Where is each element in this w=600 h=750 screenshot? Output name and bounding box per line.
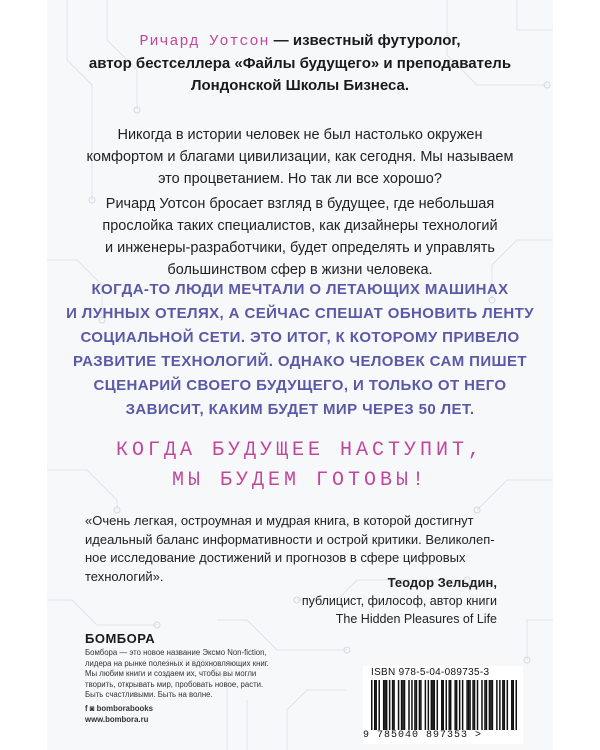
slogan-line: КОГДА БУДУЩЕЕ НАСТУПИТ, [115, 439, 485, 462]
publisher-website: www.bombora.ru [85, 714, 149, 724]
barcode-icon [371, 680, 517, 730]
highlight-line: КОГДА-ТО ЛЮДИ МЕЧТАЛИ О ЛЕТАЮЩИХ МАШИНАХ [91, 281, 509, 298]
reviewer-role: публицист, философ, автор книги [301, 594, 497, 608]
description-paragraph-1 [47, 124, 553, 190]
quote-line: технологий». [85, 568, 164, 584]
back-cover [47, 0, 553, 750]
reviewer-book: The Hidden Pleasures of Life [335, 612, 497, 626]
author-intro [47, 30, 553, 97]
publisher-logo: БОМБОРА [85, 631, 156, 646]
highlight-line: ЗАВИСИТ, КАКИМ БУДЕТ МИР ЧЕРЕЗ 50 ЛЕТ. [125, 401, 475, 418]
publisher-social [85, 704, 153, 725]
paragraph-line: это процветанием. Но так ли все хорошо? [158, 171, 442, 187]
highlight-line: И ЛУННЫХ ОТЕЛЯХ, А СЕЙЧАС СПЕШАТ ОБНОВИТЬ ЛЕНТУ [66, 305, 534, 322]
quote-line: ное исследование достижений и прогнозов в сфере цифровых [85, 550, 466, 565]
publisher-desc-line: Быть счастливыми. Быть на волне. [85, 690, 213, 699]
quote-line: идеальный баланс информативности и острой критики. Великолеп- [85, 531, 495, 547]
publisher-description [85, 648, 285, 701]
paragraph-line: Ричард Уотсон бросает взгляд в будущее, где небольшая [105, 196, 495, 212]
paragraph-line: Никогда в истории человек не был настолько окружен [117, 127, 483, 143]
paragraph-line: большинством сфер в жизни человека. [167, 262, 433, 278]
isbn-number: ISBN 978-5-04-089735-3 [371, 667, 490, 678]
intro-line-2: автор бестселлера «Файлы будущего» и преподаватель [88, 55, 512, 72]
paragraph-line: и инженеры-разработчики, будет определять и управлять [105, 240, 495, 256]
reviewer-name: Теодор Зельдин, [387, 575, 497, 590]
paragraph-line: комфортом и благами цивилизации, как сегодня. Мы называем [86, 149, 514, 165]
description-paragraph-2 [47, 193, 553, 281]
intro-line-3: Лондонской Школы Бизнеса. [190, 77, 410, 94]
highlight-line: РАЗВИТИЕ ТЕХНОЛОГИЙ. ОДНАКО ЧЕЛОВЕК САМ ПИШЕТ [72, 353, 527, 370]
author-name: Ричард Уотсон [139, 33, 270, 50]
highlight-line: СОЦИАЛЬНОЙ СЕТИ. ЭТО ИТОГ, К КОТОРОМУ ПРИВЕЛО [80, 329, 520, 346]
quote-line: «Очень легкая, остроумная и мудрая книга, в которой достигнут [85, 513, 474, 528]
intro-line-1: — известный футуролог, [269, 32, 461, 49]
publisher-desc-line: творить, открывать мир, пробовать новое, расти. [85, 679, 264, 689]
publisher-desc-line: Мы любим книги и создаем их, чтобы вы могли [85, 669, 257, 678]
slogan-line: МЫ БУДЕМ ГОТОВЫ! [171, 469, 429, 492]
paragraph-line: прослойка таких специалистов, как дизайнеры технологий [102, 218, 498, 234]
isbn-barcode-block [363, 666, 523, 744]
social-handle: f ◙ bomborabooks [85, 704, 153, 713]
publisher-desc-line: лидера на рынке полезных и вдохновляющих книг. [85, 658, 269, 668]
barcode-digits: 9 785040 897353 > [363, 730, 483, 741]
quote-attribution [302, 574, 497, 628]
highlight-paragraph [47, 278, 553, 422]
highlight-line: СЦЕНАРИЙ СВОЕГО БУДУЩЕГО, И ТОЛЬКО ОТ НЕГО [93, 377, 507, 394]
slogan [47, 436, 553, 496]
publisher-desc-line: Бомбора — это новое название Эксмо Non-fiction, [85, 648, 267, 657]
